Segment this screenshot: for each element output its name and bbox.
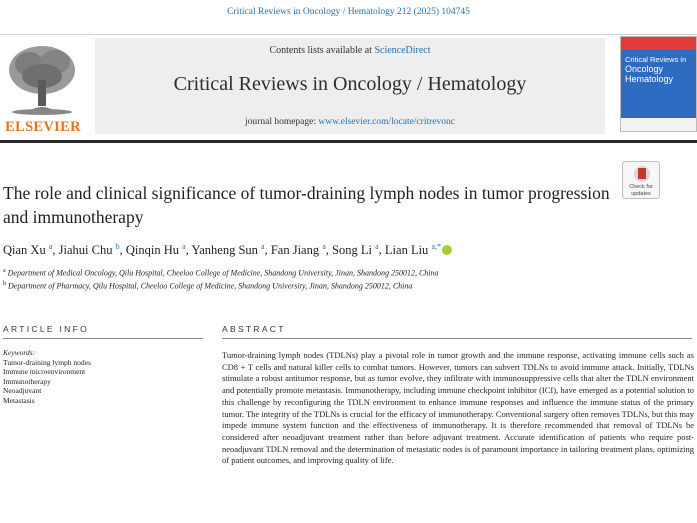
cover-title [625,55,686,84]
journal-cover-thumbnail[interactable] [620,36,697,132]
keyword: Metastasis [3,395,35,405]
affiliation-text: Department of Medical Oncology, Qilu Hospital, Cheeloo College of Medicine, Shandong University, Jinan, Shandong 250012, China [7,268,439,278]
cover-footer [621,118,696,131]
journal-reference[interactable]: Critical Reviews in Oncology / Hematology 212 (2025) 104745 [227,7,470,17]
article-info-rule [3,338,203,339]
author-name: Qian Xu [3,243,46,258]
author-name: Yanheng Sun [191,243,258,258]
author-name: Song Li [332,243,372,258]
abstract-text: Tumor-draining lymph nodes (TDLNs) play a pivotal role in tumor growth and the immune response, activating immune cells such as CD8 + T cells and natural killer cells to combat tumors. However, tumors can subvert TDLNs to avoid immune attack. Initially, TDLNs stimulate a robust antitumor response, but as tumor evolve, they infiltrate with immunosuppressive cells that alter the TDLN environment and potentially promote metastasis. Immunotherapy, including immune checkpoint inhibitor (ICI), have emerged as a potential solution to this challenge by reconfiguring the TDLN environment to enhance immune responses and influence the immune status of the primary tumor. The integrity of the TDLNs is crucial for the efficacy of immunotherapy. Conventional surgery often removes TDLNs, but this may impede immune system function and the effectiveness of immunotherapy. It is therefore recommended that removal of TDLNs be considered after neoadjuvant treatment rather than before adjuvant treatment. Accurate identification of patients who require post-neoadjuvant TDLN removal and the determination of metastatic nodes is of paramount importance in tailoring treatment plans, optimizing of patient outcomes, and improving quality of life. [222,350,694,466]
check-updates-line: updates [631,190,651,197]
elsevier-tree-icon [5,42,79,116]
author[interactable] [332,243,379,257]
abstract-heading: ABSTRACT [222,324,286,334]
article-title: The role and clinical significance of tumor-draining lymph nodes in tumor progression and immunotherapy [3,183,610,227]
affiliation-mark[interactable]: a [48,242,53,251]
affiliation-mark[interactable]: a,* [431,242,441,251]
author-name: Lian Liu [384,243,429,258]
sciencedirect-link[interactable]: ScienceDirect [374,45,431,56]
elsevier-wordmark: ELSEVIER [5,119,81,135]
author-name: Jiahui Chu [58,243,113,258]
journal-homepage-line [95,117,605,127]
journal-title: Critical Reviews in Oncology / Hematology [173,73,527,95]
affiliation-b [3,281,412,291]
homepage-prefix: journal homepage: [245,117,319,127]
author-list: Qian Xu $^a$, Jiahui Chu $^b$, Qinqin Hu $^a$, Yanheng Sun $^a$, Fan Jiang $^a$, Song Li $^a$, Lian Liu $^{a,*}$ [3,242,603,258]
check-updates-label [623,184,659,197]
contents-available-line [95,45,605,56]
journal-homepage-link[interactable]: www.elsevier.com/locate/critrevonc [318,117,455,127]
keyword: Immunotherapy [3,376,51,386]
cover-title-line: Hematology [625,74,674,84]
author-name: Fan Jiang [270,243,320,258]
affiliation-mark: a [3,268,6,274]
check-updates-line: Check for [629,184,653,190]
abstract-rule [222,338,692,339]
header-divider [0,34,697,35]
journal-masthead [95,38,605,134]
author[interactable] [59,243,120,257]
affiliation-text: Department of Pharmacy, Qilu Hospital, Cheeloo College of Medicine, Shandong University, Jinan, Shandong 250012, China [8,281,413,291]
affiliation-mark[interactable]: b [115,242,120,251]
keyword: Neoadjuvant [3,386,42,395]
keywords-block [3,348,203,405]
keyword: Immune microenvironment [3,367,86,376]
author[interactable] [3,243,52,257]
article-info-heading: ARTICLE INFO [3,324,90,334]
affiliation-a [3,268,439,278]
affiliation-mark[interactable]: a [182,242,186,251]
check-for-updates-button[interactable] [622,161,660,199]
cover-top-band [621,37,696,50]
bookmark-icon [638,168,646,179]
orcid-icon[interactable] [442,245,452,255]
header-thick-rule [0,140,697,143]
affiliation-mark[interactable]: a [322,242,326,251]
author-name: Qinqin Hu [125,243,179,258]
cover-title-line: Critical Reviews in [625,55,687,64]
keywords-label: Keywords: [3,348,36,357]
author[interactable] [271,243,326,257]
cover-title-line: Oncology [625,64,664,74]
affiliation-mark[interactable]: a [261,242,265,251]
contents-prefix: Contents lists available at [269,45,375,56]
elsevier-logo[interactable] [3,40,81,135]
author[interactable] [191,243,264,257]
author[interactable] [126,243,186,257]
affiliation-mark[interactable]: a [375,242,379,251]
author[interactable] [385,243,441,257]
keyword: Tumor-draining lymph nodes [3,357,91,367]
affiliation-mark: b [3,281,6,287]
